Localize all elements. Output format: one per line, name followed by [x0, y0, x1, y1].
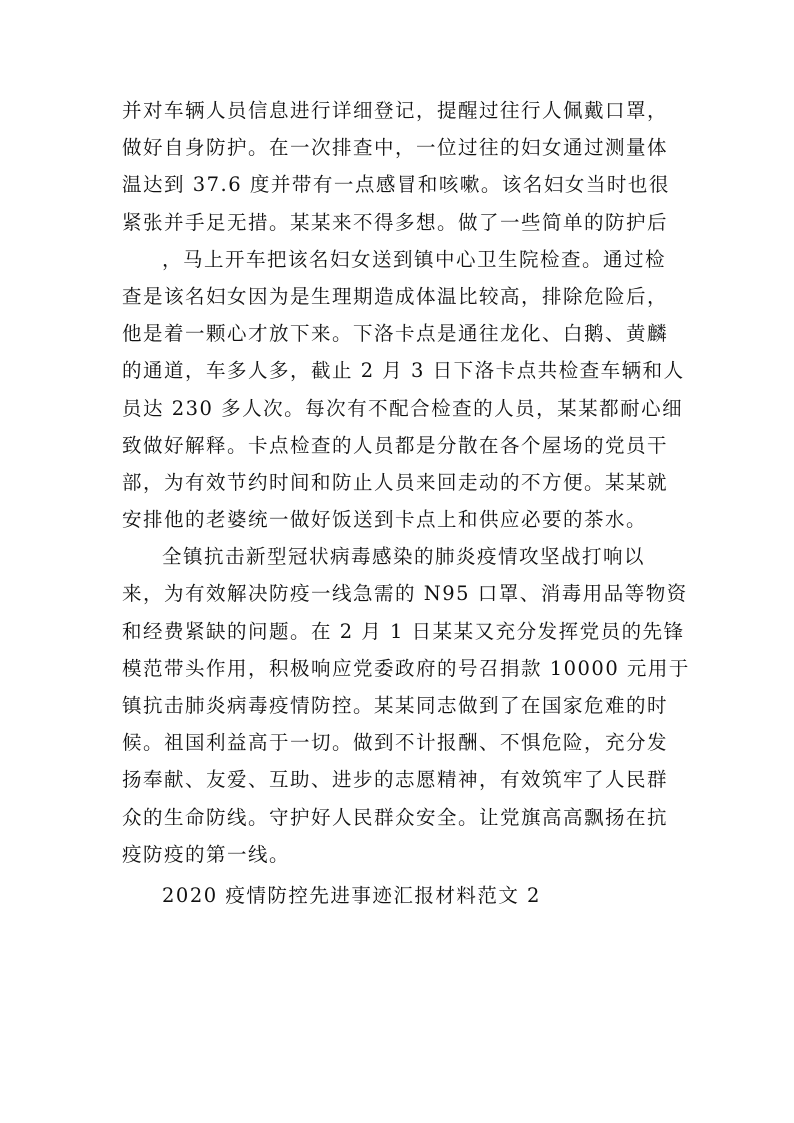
paragraph-line: 模范带头作用，积极响应党委政府的号召捐款 10000 元用于	[122, 656, 690, 680]
paragraph-line: 做好自身防护。在一次排查中，一位过往的妇女通过测量体	[122, 136, 669, 160]
section-heading: 2020 疫情防控先进事迹汇报材料范文 2	[162, 883, 541, 907]
paragraph-line: 他是着一颗心才放下来。下洛卡点是通往龙化、白鹅、黄麟	[122, 322, 669, 346]
paragraph-line: 致做好解释。卡点检查的人员都是分散在各个屋场的党员干	[122, 433, 669, 457]
paragraph-line: ，马上开车把该名妇女送到镇中心卫生院检查。通过检	[162, 247, 667, 271]
paragraph-line: 来，为有效解决防疫一线急需的 N95 口罩、消毒用品等物资	[122, 582, 688, 606]
paragraph-line: 紧张并手足无措。某某来不得多想。做了一些简单的防护后	[122, 210, 669, 234]
paragraph-line: 和经费紧缺的问题。在 2 月 1 日某某又充分发挥党员的先锋	[122, 619, 685, 643]
paragraph-line: 温达到 37.6 度并带有一点感冒和咳嗽。该名妇女当时也很	[122, 173, 670, 197]
document-body	[122, 92, 690, 914]
paragraph-line: 查是该名妇女因为是生理期造成体温比较高，排除危险后，	[122, 284, 669, 308]
paragraph-line: 镇抗击肺炎病毒疫情防控。某某同志做到了在国家危难的时	[122, 694, 669, 717]
paragraph-line: 部，为有效节约时间和防止人员来回走动的不方便。某某就	[122, 470, 669, 494]
paragraph-line: 众的生命防线。守护好人民群众安全。让党旗高高飘扬在抗	[122, 805, 669, 829]
paragraph-line: 的通道，车多人多，截止 2 月 3 日下洛卡点共检查车辆和人	[122, 359, 685, 383]
paragraph-line: 安排他的老婆统一做好饭送到卡点上和供应必要的茶水。	[122, 508, 648, 532]
paragraph-line: 员达 230 多人次。每次有不配合检查的人员，某某都耐心细	[122, 396, 684, 420]
paragraph-line: 扬奉献、友爱、互助、进步的志愿精神，有效筑牢了人民群	[122, 768, 669, 792]
paragraph-line: 候。祖国利益高于一切。做到不计报酬、不惧危险，充分发	[122, 731, 669, 755]
paragraph-line: 全镇抗击新型冠状病毒感染的肺炎疫情攻坚战打响以	[162, 545, 646, 569]
paragraph-line: 疫防疫的第一线。	[122, 842, 291, 866]
paragraph-line: 并对车辆人员信息进行详细登记，提醒过往行人佩戴口罩，	[122, 99, 669, 122]
